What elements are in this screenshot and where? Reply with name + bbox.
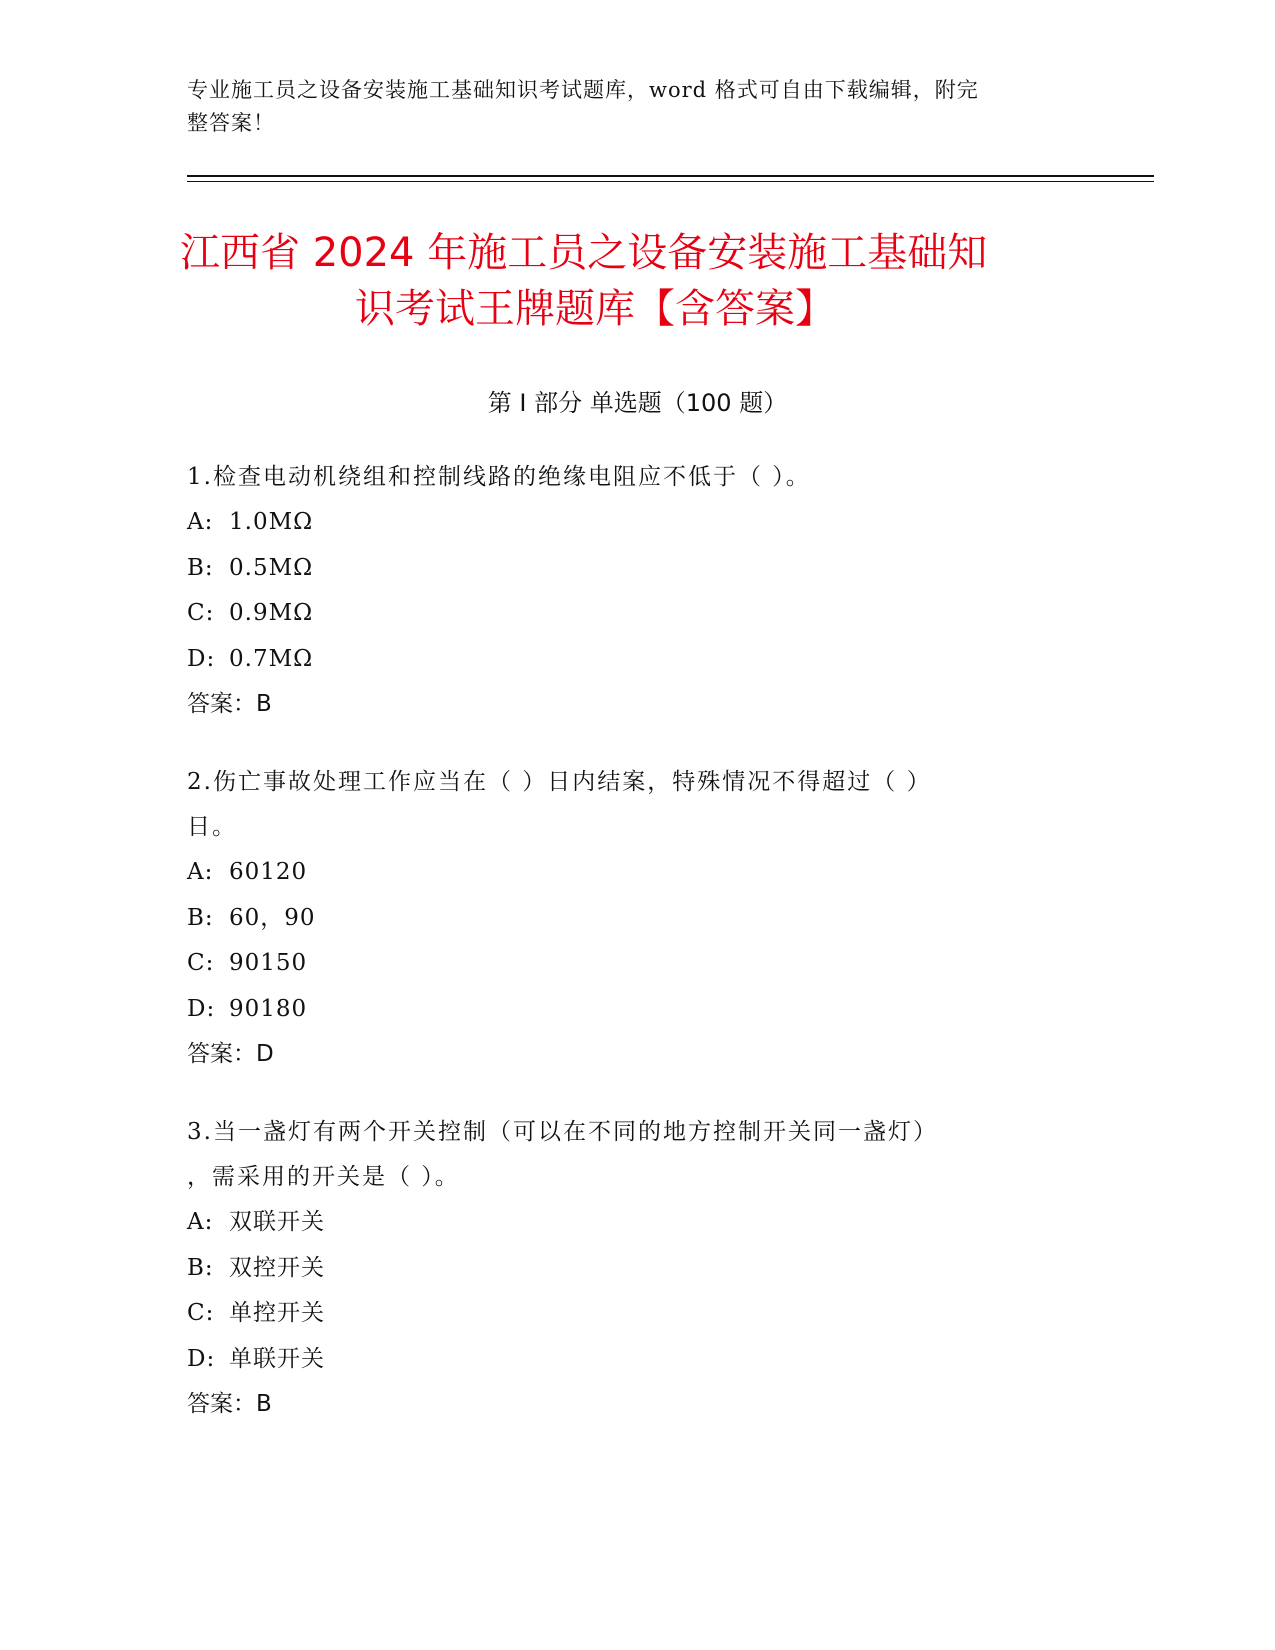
option-b <box>187 896 1087 942</box>
intro-line-2: 整答案！ <box>187 111 275 135</box>
option-b <box>187 1246 1087 1292</box>
option-label: D: <box>187 995 216 1022</box>
question-stem: 3.当一盏灯有两个开关控制（可以在不同的地方控制开关同一盏灯） <box>187 1119 938 1145</box>
answer-line: 答案：D <box>187 1041 274 1067</box>
option-c <box>187 591 1087 637</box>
question-2 <box>187 760 1087 1078</box>
document-title <box>180 225 1100 337</box>
question-stem: 2.伤亡事故处理工作应当在（ ）日内结案，特殊情况不得超过（ ） <box>187 769 932 795</box>
header-rule-thin <box>187 181 1154 182</box>
option-text: 60120 <box>229 859 308 885</box>
option-label: D: <box>187 645 216 672</box>
option-label: B: <box>187 1254 214 1281</box>
intro-line-1: 专业施工员之设备安装施工基础知识考试题库，word 格式可自由下载编辑，附完 <box>187 78 979 102</box>
option-d <box>187 987 1087 1033</box>
option-text: 1.0MΩ <box>229 509 314 535</box>
intro-text <box>187 74 1087 140</box>
option-c <box>187 1291 1087 1337</box>
answer-line: 答案：B <box>187 1391 272 1417</box>
answer-line: 答案：B <box>187 691 272 717</box>
option-label: A: <box>187 509 214 535</box>
title-line-1: 江西省 2024 年施工员之设备安装施工基础知 <box>180 230 988 276</box>
option-a <box>187 850 1087 896</box>
option-label: D: <box>187 1345 216 1372</box>
section-heading: 第 I 部分 单选题（100 题） <box>487 389 788 417</box>
title-line-2: 识考试王牌题库【含答案】 <box>355 286 835 332</box>
option-label: B: <box>187 554 214 581</box>
question-stem-continued: ，需采用的开关是（ ）。 <box>187 1164 460 1190</box>
question-stem-continued: 日。 <box>187 814 237 840</box>
option-text: 90180 <box>229 995 308 1022</box>
option-d <box>187 1337 1087 1383</box>
option-label: C: <box>187 1300 215 1326</box>
option-a <box>187 500 1087 546</box>
option-text: 60，90 <box>229 904 316 931</box>
header-rule-thick <box>187 175 1154 177</box>
option-text: 0.5MΩ <box>229 554 314 581</box>
option-text: 双控开关 <box>229 1254 325 1281</box>
question-3 <box>187 1110 1087 1428</box>
option-label: C: <box>187 950 215 976</box>
question-1 <box>187 455 1087 728</box>
option-a <box>187 1200 1087 1246</box>
option-label: B: <box>187 904 214 931</box>
option-b <box>187 546 1087 592</box>
option-label: A: <box>187 1209 214 1235</box>
option-text: 单控开关 <box>229 1300 325 1326</box>
option-c <box>187 941 1087 987</box>
option-text: 90150 <box>229 950 308 976</box>
option-text: 0.9MΩ <box>229 600 314 626</box>
option-label: C: <box>187 600 215 626</box>
question-stem: 1.检查电动机绕组和控制线路的绝缘电阻应不低于（ ）。 <box>187 464 811 490</box>
option-text: 单联开关 <box>229 1345 325 1372</box>
option-text: 双联开关 <box>229 1209 325 1235</box>
option-label: A: <box>187 859 214 885</box>
option-text: 0.7MΩ <box>229 645 314 672</box>
option-d <box>187 637 1087 683</box>
